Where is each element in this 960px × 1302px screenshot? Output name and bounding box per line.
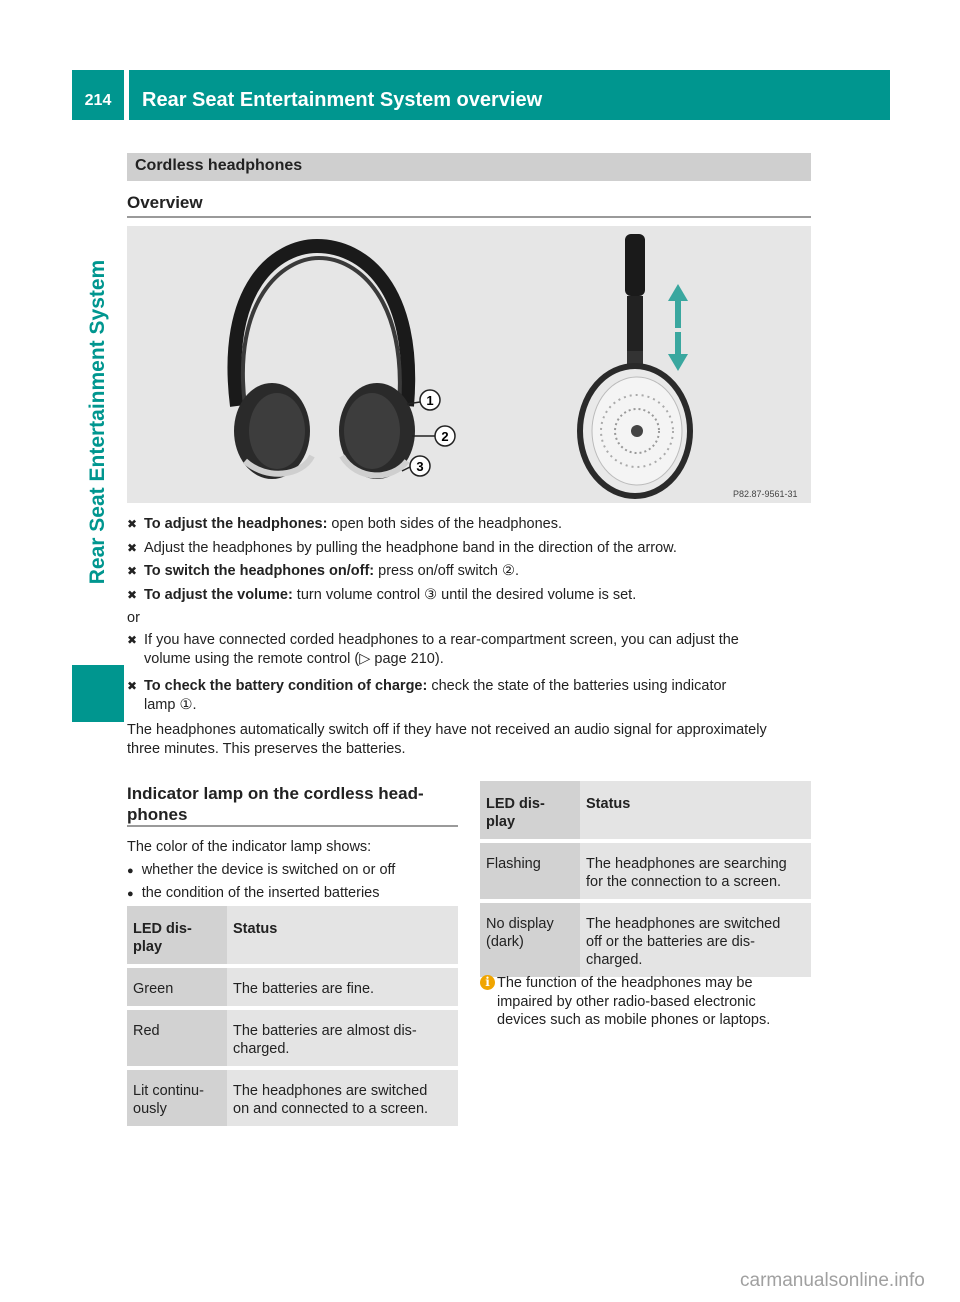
indicator-title: Indicator lamp on the cordless head- phones: [127, 784, 424, 824]
step-switch-on-off: ✖ To switch the headphones on/off: press on/off switch ②.: [127, 563, 520, 579]
table-header-led: LED dis- play: [127, 906, 227, 966]
bullet-item: ● whether the device is switched on or off: [127, 862, 396, 878]
table-row: Flashing The headphones are searching for the connection to a screen.: [480, 841, 811, 901]
info-icon: i: [480, 975, 495, 990]
step-adjust-volume: ✖ To adjust the volume: turn volume control ③ until the desired volume is set.: [127, 587, 637, 603]
table-row: No display (dark) The headphones are switched off or the batteries are dis- charged.: [480, 901, 811, 977]
table-row: Red The batteries are almost dis- charged.: [127, 1008, 458, 1068]
table-row: Lit continu- ously The headphones are switched on and connected to a screen.: [127, 1068, 458, 1126]
step-arrow-icon: ✖: [127, 588, 138, 602]
divider: [127, 216, 811, 218]
auto-off-note: The headphones automatically switch off if they have not received an audio signal for approximately three minutes. This preserves the batteries.: [127, 722, 767, 757]
table-row: Green The batteries are fine.: [127, 966, 458, 1008]
or-label: or: [127, 610, 140, 626]
divider: [127, 825, 458, 827]
page-header-title: Rear Seat Entertainment System overview: [129, 70, 890, 120]
callout-2: 2: [441, 429, 449, 444]
callout-3: 3: [416, 459, 424, 474]
side-tab-label: Rear Seat Entertainment System: [86, 259, 109, 585]
callout-2-icon: ②: [502, 563, 515, 579]
step-arrow-icon: ✖: [127, 541, 138, 555]
figure-code: P82.87-9561-31: [733, 489, 798, 499]
indicator-intro: The color of the indicator lamp shows:: [127, 839, 372, 855]
bullet-icon: ●: [127, 888, 134, 900]
led-status-table-right: [480, 781, 811, 977]
step-pull-band: ✖ Adjust the headphones by pulling the headphone band in the direction of the arrow.: [127, 540, 677, 556]
callout-3-icon: ③: [424, 587, 438, 603]
page-reference-link[interactable]: page 210: [374, 650, 435, 667]
step-arrow-icon: ✖: [127, 517, 138, 531]
led-status-table-left: [127, 906, 458, 1126]
info-note: i The function of the headphones may be impaired by other radio-based electronic devices such as mobile phones or laptops.: [480, 974, 811, 1030]
step-arrow-icon: ✖: [127, 679, 138, 693]
table-header-status: Status: [580, 781, 811, 841]
table-header-status: Status: [227, 906, 458, 966]
headphones-illustration: [127, 226, 811, 503]
section-title: Cordless headphones: [127, 153, 811, 181]
callout-1-icon: ①: [179, 696, 193, 713]
page-ref-icon: ▷: [359, 650, 375, 667]
page-number: 214: [72, 70, 124, 120]
bullet-icon: ●: [127, 865, 134, 877]
table-header-led: LED dis- play: [480, 781, 580, 841]
step-arrow-icon: ✖: [127, 564, 138, 578]
callout-1: 1: [426, 393, 434, 408]
side-tab: [72, 122, 124, 722]
side-tab-marker: [72, 665, 124, 722]
step-adjust-headphones: ✖ To adjust the headphones: open both sides of the headphones.: [127, 516, 563, 532]
step-remote-control: ✖ If you have connected corded headphones to a rear-compartment screen, you can adjust the volume using the remote control (▷ page 210).: [127, 632, 739, 667]
step-arrow-icon: ✖: [127, 633, 138, 647]
headphones-figure: [127, 226, 811, 503]
subsection-title: Overview: [127, 193, 203, 212]
step-check-battery: ✖ To check the battery condition of charge: check the state of the batteries using indicator lamp ①.: [127, 678, 727, 713]
footer-watermark: carmanualsonline.info: [740, 1270, 925, 1291]
bullet-item: ● the condition of the inserted batteries: [127, 885, 380, 901]
